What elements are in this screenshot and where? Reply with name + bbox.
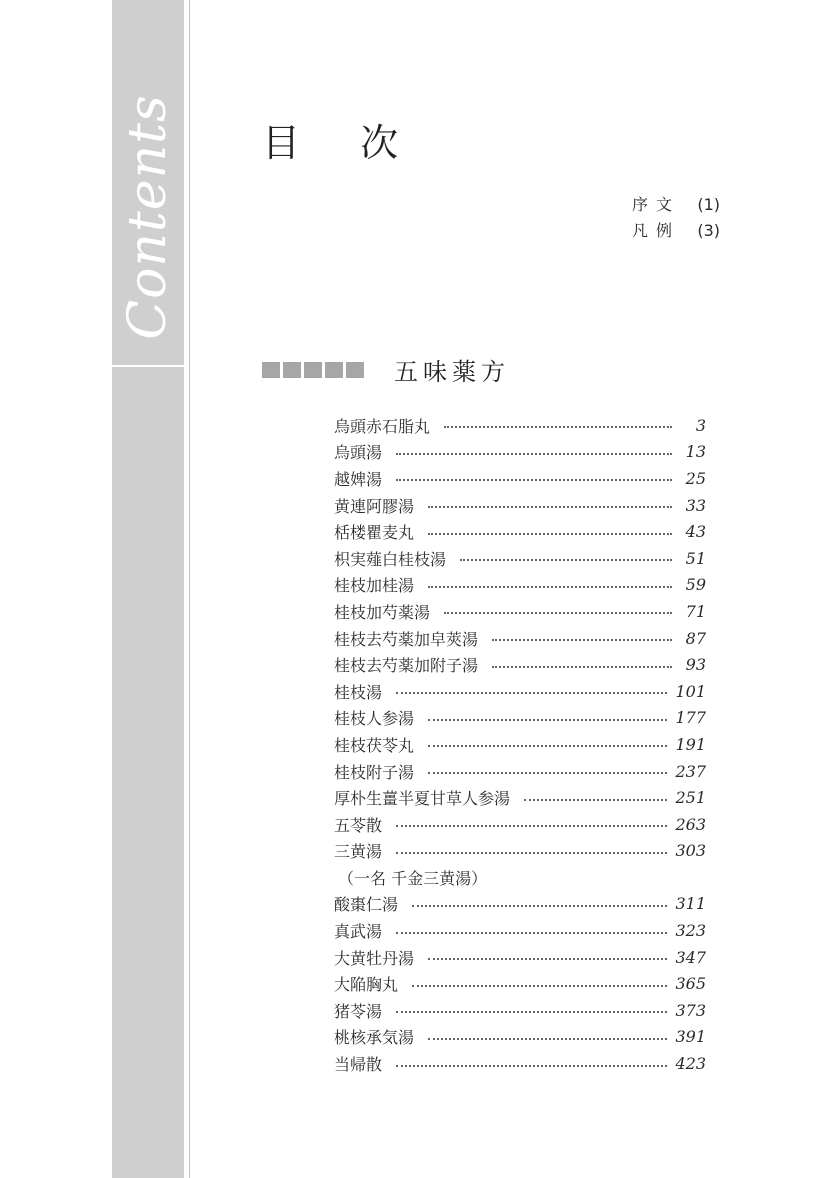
toc-entry[interactable] <box>334 917 706 944</box>
toc-entry-page: 71 <box>685 601 706 621</box>
toc-entry[interactable] <box>334 811 706 838</box>
toc-entry[interactable] <box>334 1050 706 1077</box>
toc-entry-title: 栝楼瞿麦丸 <box>334 523 415 543</box>
toc-leader-dots <box>428 586 672 588</box>
section-heading <box>262 352 510 387</box>
toc-entry-title: 桂枝加芍薬湯 <box>334 602 431 622</box>
toc-entry-title: （一名 千金三黄湯） <box>338 868 488 888</box>
toc-entry[interactable] <box>334 758 706 785</box>
toc-entry-title: 酸棗仁湯 <box>334 895 399 915</box>
toc-entry-page: 391 <box>675 1027 706 1047</box>
toc-entry-title: 桂枝去芍薬加皁莢湯 <box>334 629 479 649</box>
toc-leader-dots <box>396 852 667 854</box>
toc-leader-dots <box>428 1038 667 1040</box>
toc-entry-page: 93 <box>685 655 706 675</box>
toc-leader-dots <box>492 639 672 641</box>
toc-entry-title: 桂枝茯苓丸 <box>334 735 415 755</box>
toc-entry[interactable] <box>334 625 706 652</box>
toc-entry-title: 桂枝去芍薬加附子湯 <box>334 656 479 676</box>
sidebar-divider <box>112 365 184 367</box>
toc-entry[interactable] <box>334 784 706 811</box>
sidebar-contents-word: Contents <box>118 94 178 340</box>
toc-entry-page: 303 <box>675 841 706 861</box>
toc-leader-dots <box>396 825 667 827</box>
toc-leader-dots <box>524 799 667 801</box>
toc-entry[interactable] <box>334 518 706 545</box>
toc-entry[interactable] <box>334 838 706 865</box>
toc-entry-page: 237 <box>675 761 706 781</box>
toc-leader-dots <box>428 506 672 508</box>
front-matter-item[interactable] <box>632 218 720 244</box>
front-matter-label: 凡例 <box>631 221 680 240</box>
toc-leader-dots <box>428 958 667 960</box>
toc-leader-dots <box>428 745 667 747</box>
toc-leader-dots <box>396 1011 667 1013</box>
toc-leader-dots <box>428 772 667 774</box>
toc-entry-page: 191 <box>675 734 706 754</box>
section-title: 五味薬方 <box>394 358 510 386</box>
toc-entry-page: 13 <box>685 442 706 462</box>
toc-entry-title: 桂枝加桂湯 <box>334 576 415 596</box>
toc-entry-title: 烏頭湯 <box>334 443 383 463</box>
toc-leader-dots <box>396 1065 667 1067</box>
toc-entry-title: 当帰散 <box>334 1055 383 1075</box>
toc-leader-dots <box>412 905 667 907</box>
toc-entry[interactable] <box>334 944 706 971</box>
front-matter-page: (1) <box>697 195 720 214</box>
toc-leader-dots <box>492 666 672 668</box>
toc-entry-page: 101 <box>675 681 706 701</box>
toc-entry[interactable] <box>334 598 706 625</box>
toc-entry[interactable] <box>334 891 706 918</box>
front-matter-page: (3) <box>697 221 720 240</box>
toc-entry-title: 大陥胸丸 <box>334 975 399 995</box>
toc-entry-page: 263 <box>675 814 706 834</box>
toc-entry[interactable] <box>334 572 706 599</box>
front-matter-list <box>632 192 720 244</box>
toc-entry-page: 177 <box>675 708 706 728</box>
toc-entry[interactable] <box>334 970 706 997</box>
toc-entry-title: 枳実薤白桂枝湯 <box>334 549 447 569</box>
toc-leader-dots <box>396 453 672 455</box>
toc-entry[interactable] <box>334 678 706 705</box>
toc-entry-page: 311 <box>675 894 706 914</box>
toc-leader-dots <box>444 426 672 428</box>
toc-entry-page: 33 <box>685 495 706 515</box>
toc-entry-page: 323 <box>675 921 706 941</box>
toc-leader-dots <box>396 692 667 694</box>
toc-entry <box>334 864 706 891</box>
toc-entry-title: 桂枝附子湯 <box>334 762 415 782</box>
page-title: 目 次 <box>262 121 423 165</box>
toc-leader-dots <box>444 612 672 614</box>
toc-leader-dots <box>460 559 672 561</box>
toc-entry-title: 真武湯 <box>334 922 383 942</box>
toc-entry[interactable] <box>334 465 706 492</box>
toc-leader-dots <box>428 533 672 535</box>
toc-entry-page: 3 <box>695 415 706 435</box>
toc-leader-dots <box>428 719 667 721</box>
toc-entry-page: 59 <box>685 575 706 595</box>
toc-entry-title: 桂枝湯 <box>334 682 383 702</box>
toc-entry-page: 347 <box>675 947 706 967</box>
toc-leader-dots <box>396 932 667 934</box>
toc-entry-page: 365 <box>675 974 706 994</box>
toc-entry[interactable] <box>334 545 706 572</box>
toc-entry-title: 厚朴生薑半夏甘草人参湯 <box>334 789 511 809</box>
toc-entry-title: 三黄湯 <box>334 842 383 862</box>
toc-entry[interactable] <box>334 1024 706 1051</box>
toc-entry[interactable] <box>334 997 706 1024</box>
toc-leader-dots <box>412 985 667 987</box>
toc-entry[interactable] <box>334 731 706 758</box>
toc-entry-title: 大黄牡丹湯 <box>334 948 415 968</box>
toc-entry[interactable] <box>334 412 706 439</box>
toc-entry-title: 猪苓湯 <box>334 1001 383 1021</box>
front-matter-label: 序文 <box>631 195 680 214</box>
section-marker-icon <box>262 362 364 378</box>
toc-entry-title: 黄連阿膠湯 <box>334 496 415 516</box>
toc-entry-page: 51 <box>685 548 706 568</box>
toc-entry-page: 251 <box>675 788 706 808</box>
toc-entry[interactable] <box>334 705 706 732</box>
toc-entry-title: 桂枝人参湯 <box>334 709 415 729</box>
toc-entry-title: 桃核承気湯 <box>334 1028 415 1048</box>
toc-list <box>334 412 706 1077</box>
toc-entry-page: 25 <box>685 468 706 488</box>
toc-entry-page: 373 <box>675 1000 706 1020</box>
toc-entry[interactable] <box>334 439 706 466</box>
sidebar-rule <box>189 0 190 1178</box>
toc-entry-page: 423 <box>675 1054 706 1074</box>
toc-leader-dots <box>396 479 672 481</box>
toc-entry[interactable] <box>334 492 706 519</box>
front-matter-item[interactable] <box>632 192 720 218</box>
toc-entry[interactable] <box>334 651 706 678</box>
toc-entry-page: 87 <box>685 628 706 648</box>
toc-entry-title: 五苓散 <box>334 815 383 835</box>
toc-entry-title: 越婢湯 <box>334 469 383 489</box>
toc-entry-page: 43 <box>685 522 706 542</box>
toc-entry-title: 烏頭赤石脂丸 <box>334 416 431 436</box>
